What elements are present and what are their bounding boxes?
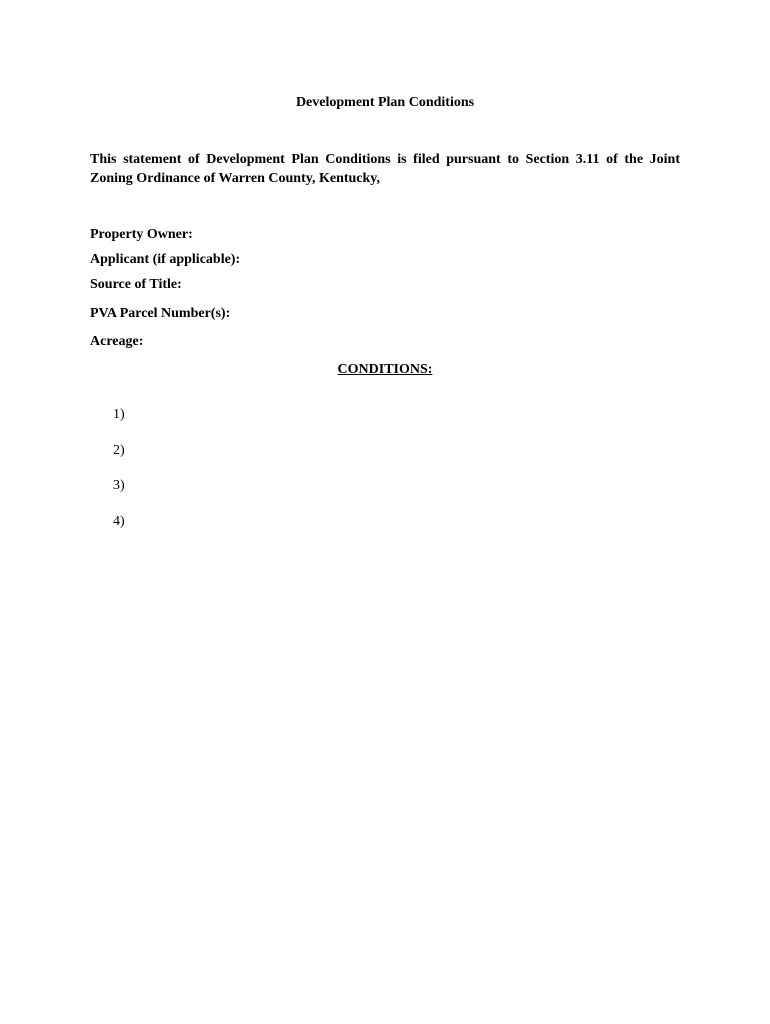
acreage-label: Acreage: (90, 334, 144, 349)
applicant-label: Applicant (if applicable): (90, 252, 241, 267)
document-title: Development Plan Conditions (295, 95, 475, 110)
condition-item: 2) (113, 443, 125, 458)
condition-item: 4) (113, 514, 125, 529)
condition-item: 3) (113, 478, 125, 493)
intro-paragraph: This statement of Development Plan Conditions is filed pursuant to Section 3.11 of the Joint Zoning Ordinance of Warren County, Kentucky, (90, 152, 680, 186)
property-owner-label: Property Owner: (90, 227, 193, 242)
source-of-title-label: Source of Title: (90, 277, 182, 292)
pva-parcel-label: PVA Parcel Number(s): (90, 306, 231, 321)
condition-item: 1) (113, 407, 125, 422)
conditions-heading: CONDITIONS: (337, 362, 433, 377)
